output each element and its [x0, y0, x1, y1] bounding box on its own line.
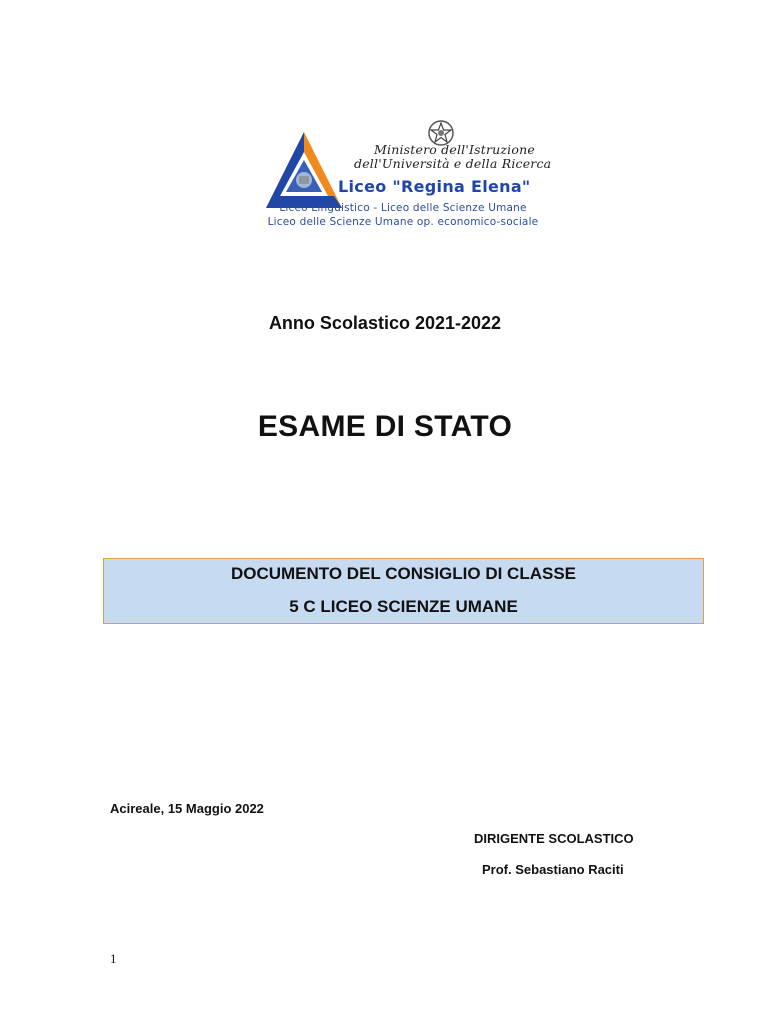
school-name: Liceo "Regina Elena" [338, 177, 531, 196]
principal-name: Prof. Sebastiano Raciti [482, 862, 624, 877]
exam-title: ESAME DI STATO [257, 410, 513, 443]
school-logo-icon [264, 130, 344, 212]
page-number: 1 [110, 951, 117, 966]
document-title-line-2: 5 C LICEO SCIENZE UMANE [289, 597, 518, 616]
school-subline-2: Liceo delle Scienze Umane op. economico-sociale [267, 216, 539, 228]
ministry-name-line-2: dell'Università e della Ricerca [354, 156, 552, 171]
school-header [262, 118, 562, 238]
school-year: Anno Scolastico 2021-2022 [268, 313, 502, 333]
document-title-box [103, 558, 704, 624]
place-date: Acireale, 15 Maggio 2022 [110, 801, 264, 816]
ministry-name-line-1: Ministero dell'Istruzione [374, 142, 535, 157]
document-title-line-1: DOCUMENTO DEL CONSIGLIO DI CLASSE [230, 564, 577, 583]
school-subline-1: Liceo Linguistico - Liceo delle Scienze Umane [279, 202, 527, 214]
principal-role: DIRIGENTE SCOLASTICO [474, 831, 634, 846]
